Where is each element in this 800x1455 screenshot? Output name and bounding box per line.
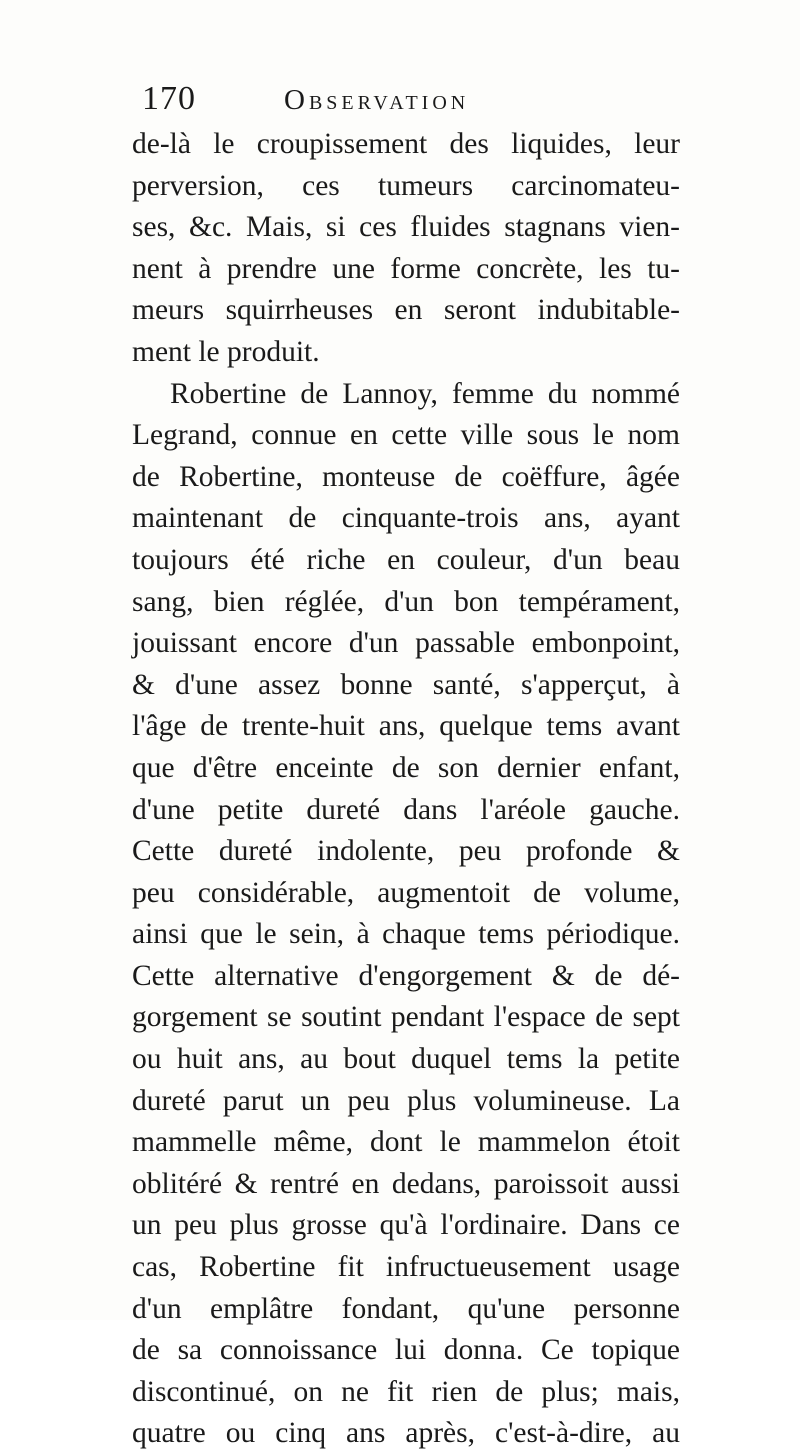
text-line: discontinué, on ne fit rien de plus; mais, [132, 1375, 680, 1408]
text-line: d'une petite dureté dans l'aréole gauche. [132, 793, 680, 826]
text-line: quatre ou cinq ans après, c'est-à-dire, au [132, 1417, 680, 1450]
text-line: toujours été riche en couleur, d'un beau [132, 543, 680, 576]
text-line: ainsi que le sein, à chaque tems périodique. [132, 918, 680, 951]
text-line: cas, Robertine fit infructueusement usage [132, 1251, 680, 1284]
text-line: de Robertine, monteuse de coëffure, âgée [132, 460, 680, 493]
running-head: Observation [284, 84, 470, 116]
text-line: Cette dureté indolente, peu profonde & [132, 835, 680, 868]
body-text [132, 124, 680, 1455]
text-line: Legrand, connue en cette ville sous le nom [132, 419, 680, 452]
text-line: mammelle même, dont le mammelon étoit [132, 1126, 680, 1159]
paragraph-start-line: Robertine de Lannoy, femme du nommé [170, 377, 680, 410]
page-number: 170 [142, 80, 196, 117]
text-line: ses, &c. Mais, si ces fluides stagnans vien- [132, 211, 680, 244]
text-line: jouissant encore d'un passable embonpoint, [132, 627, 680, 660]
text-line: maintenant de cinquante-trois ans, ayant [132, 502, 680, 535]
text-line: ment le produit. [132, 335, 320, 368]
text-line: perversion, ces tumeurs carcinomateu- [132, 169, 680, 202]
text-line: d'un emplâtre fondant, qu'une personne [132, 1292, 680, 1325]
text-line: peu considérable, augmentoit de volume, [132, 876, 680, 909]
text-line: gorgement se soutint pendant l'espace de sept [132, 1001, 680, 1034]
text-line: dureté parut un peu plus volumineuse. La [132, 1084, 680, 1117]
page-header [132, 78, 692, 126]
text-line: oblitéré & rentré en dedans, paroissoit aussi [132, 1167, 680, 1200]
text-line: & d'une assez bonne santé, s'apperçut, à [132, 668, 680, 701]
text-line: de sa connoissance lui donna. Ce topique [132, 1334, 680, 1367]
text-line: sang, bien réglée, d'un bon tempérament, [132, 585, 680, 618]
text-line: que d'être enceinte de son dernier enfant, [132, 751, 680, 784]
text-line: un peu plus grosse qu'à l'ordinaire. Dans ce [132, 1209, 680, 1242]
text-line: l'âge de trente-huit ans, quelque tems avant [132, 710, 680, 743]
text-line: ou huit ans, au bout duquel tems la petite [132, 1043, 680, 1076]
text-line: nent à prendre une forme concrète, les tu- [132, 252, 680, 285]
text-line: de-là le croupissement des liquides, leur [132, 128, 680, 160]
text-line: Cette alternative d'engorgement & de dé- [132, 959, 680, 992]
text-line: meurs squirrheuses en seront indubitable- [132, 294, 680, 327]
